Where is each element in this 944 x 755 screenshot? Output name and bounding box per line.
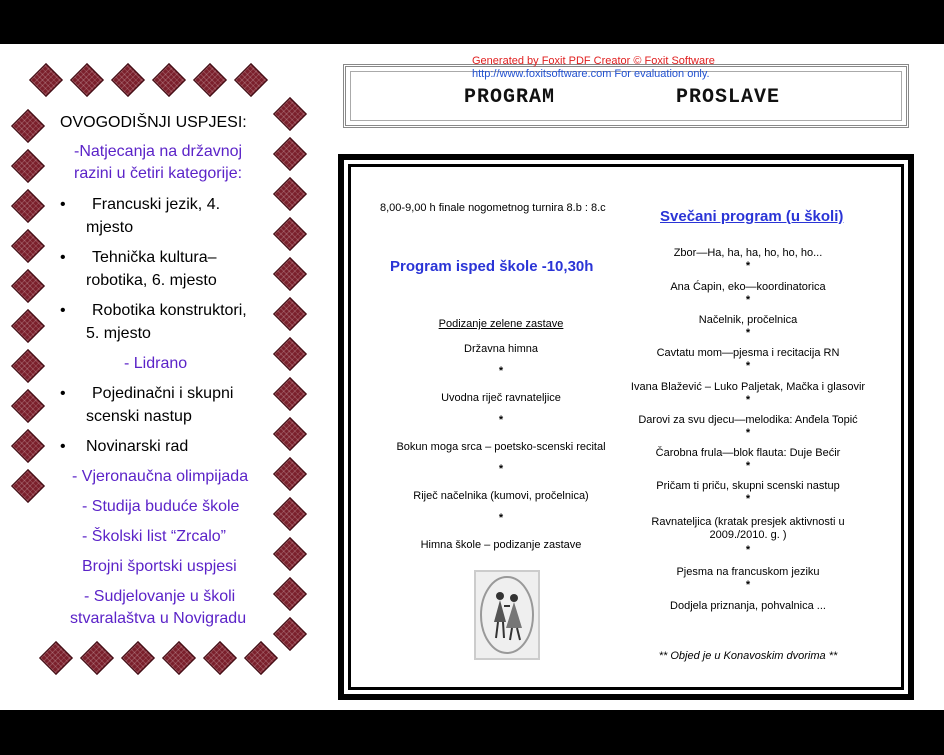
dancers-image: [474, 570, 540, 660]
watermark-line-1: Generated by Foxit PDF Creator © Foxit Software: [472, 55, 715, 67]
diamond-ornament: [273, 337, 307, 371]
diamond-ornament: [193, 63, 227, 97]
competitions-line-2: razini u četiri kategorije:: [74, 165, 243, 182]
achievement-3-line-2: 5. mjesto: [86, 325, 151, 342]
star-separator: *: [745, 394, 751, 406]
diamond-ornament: [11, 189, 45, 223]
diamond-ornament: [273, 577, 307, 611]
bullet-icon: •: [60, 196, 66, 213]
diamond-ornament: [80, 641, 114, 675]
diamond-ornament: [39, 641, 73, 675]
diamond-ornament: [273, 417, 307, 451]
star-separator: *: [745, 427, 751, 439]
sports-label: Brojni športski uspjesi: [82, 558, 237, 575]
program-item: Podizanje zelene zastave: [438, 318, 564, 330]
studio-label: - Studija buduće škole: [82, 498, 240, 515]
bullet-icon: •: [60, 302, 66, 319]
ceremony-item: Zbor—Ha, ha, ha, ho, ho, ho...: [673, 247, 823, 259]
achievement-3-line-1: Robotika konstruktori,: [92, 302, 247, 319]
diamond-ornament: [11, 429, 45, 463]
diamond-ornament: [29, 63, 63, 97]
diamond-ornament: [152, 63, 186, 97]
star-separator: *: [745, 260, 751, 272]
diamond-ornament: [11, 109, 45, 143]
diamond-ornament: [11, 469, 45, 503]
diamond-ornament: [162, 641, 196, 675]
diamond-ornament: [11, 229, 45, 263]
creativity-line-1: - Sudjelovanje u školi: [84, 588, 236, 605]
diamond-ornament: [203, 641, 237, 675]
diamond-ornament: [273, 297, 307, 331]
ceremony-item: Darovi za svu djecu—melodika: Anđela Topić: [638, 414, 858, 426]
star-separator: *: [745, 294, 751, 306]
ceremony-item: Ana Ćapin, eko—koordinatorica: [670, 281, 826, 293]
football-final: 8,00-9,00 h finale nogometnog turnira 8.b : 8.c: [380, 202, 606, 214]
diamond-ornament: [273, 97, 307, 131]
program-item: Bokun moga srca – poetsko-scenski recital: [396, 441, 606, 453]
bullet-icon: •: [60, 249, 66, 266]
program-item: Riječ načelnika (kumovi, pročelnica): [413, 490, 589, 502]
outside-program-heading: Program isped škole -10,30h: [390, 258, 594, 275]
ceremony-item: Pjesma na francuskom jeziku: [676, 566, 820, 578]
achievement-1-line-1: Francuski jezik, 4.: [92, 196, 221, 213]
diamond-ornament: [11, 349, 45, 383]
star-separator: *: [745, 327, 751, 339]
star-separator: *: [498, 365, 504, 377]
school-paper-label: - Školski list “Zrcalo”: [82, 528, 227, 545]
journalism-label: Novinarski rad: [86, 438, 189, 455]
star-separator: *: [745, 360, 751, 372]
diamond-ornament: [244, 641, 278, 675]
diamond-ornament: [273, 537, 307, 571]
program-item: Himna škole – podizanje zastave: [420, 539, 582, 551]
ceremony-item: Ivana Blažević – Luko Paljetak, Mačka i glasovir: [630, 381, 866, 393]
bullet-icon: •: [60, 385, 66, 402]
achievement-2-line-1: Tehnička kultura–: [92, 249, 217, 266]
lidrano-label: - Lidrano: [124, 355, 188, 372]
scenic-line-2: scenski nastup: [86, 408, 192, 425]
title-word-program: PROGRAM: [464, 86, 556, 109]
diamond-ornament: [11, 309, 45, 343]
achievements-title: OVOGODIŠNJI USPJESI:: [60, 114, 247, 131]
lunch-note: ** Objed je u Konavoskim dvorima **: [658, 650, 838, 662]
creativity-line-2: stvaralaštva u Novigradu: [70, 610, 247, 627]
diamond-ornament: [11, 389, 45, 423]
ceremony-item: Cavtatu mom—pjesma i recitacija RN: [656, 347, 840, 359]
diamond-ornament: [121, 641, 155, 675]
diamond-ornament: [273, 177, 307, 211]
star-separator: *: [745, 493, 751, 505]
olympiad-label: - Vjeronaučna olimpijada: [72, 468, 249, 485]
diamond-ornament: [273, 457, 307, 491]
achievement-2-line-2: robotika, 6. mjesto: [86, 272, 217, 289]
diamond-ornament: [273, 497, 307, 531]
title-word-proslave: PROSLAVE: [676, 86, 781, 109]
diamond-ornament: [234, 63, 268, 97]
diamond-ornament: [273, 617, 307, 651]
diamond-ornament: [273, 257, 307, 291]
ceremony-item: 2009./2010. g. ): [709, 529, 787, 541]
diamond-ornament: [273, 377, 307, 411]
star-separator: *: [498, 512, 504, 524]
watermark-line-2: http://www.foxitsoftware.com For evaluation only.: [472, 68, 710, 80]
star-separator: *: [498, 414, 504, 426]
ceremony-heading: Svečani program (u školi): [660, 208, 844, 225]
ceremony-item: Dodjela priznanja, pohvalnica ...: [670, 600, 826, 612]
star-separator: *: [498, 463, 504, 475]
bullet-icon: •: [60, 438, 66, 455]
diamond-ornament: [273, 217, 307, 251]
diamond-ornament: [70, 63, 104, 97]
diamond-ornament: [11, 149, 45, 183]
diamond-ornament: [11, 269, 45, 303]
star-separator: *: [745, 544, 751, 556]
ceremony-item: Pričam ti priču, skupni scenski nastup: [656, 480, 840, 492]
star-separator: *: [745, 460, 751, 472]
document-page: [0, 44, 944, 710]
ceremony-item: Načelnik, pročelnica: [698, 314, 798, 326]
diamond-ornament: [273, 137, 307, 171]
program-item: Uvodna riječ ravnateljice: [441, 392, 561, 404]
ceremony-item: Ravnateljica (kratak presjek aktivnosti u: [651, 516, 845, 528]
program-item: Državna himna: [464, 343, 538, 355]
star-separator: *: [745, 579, 751, 591]
competitions-line-1: -Natjecanja na državnoj: [74, 143, 243, 160]
ceremony-item: Čarobna frula—blok flauta: Duje Bećir: [655, 447, 841, 459]
achievement-1-line-2: mjesto: [86, 219, 134, 236]
scenic-line-1: Pojedinačni i skupni: [92, 385, 234, 402]
diamond-ornament: [111, 63, 145, 97]
